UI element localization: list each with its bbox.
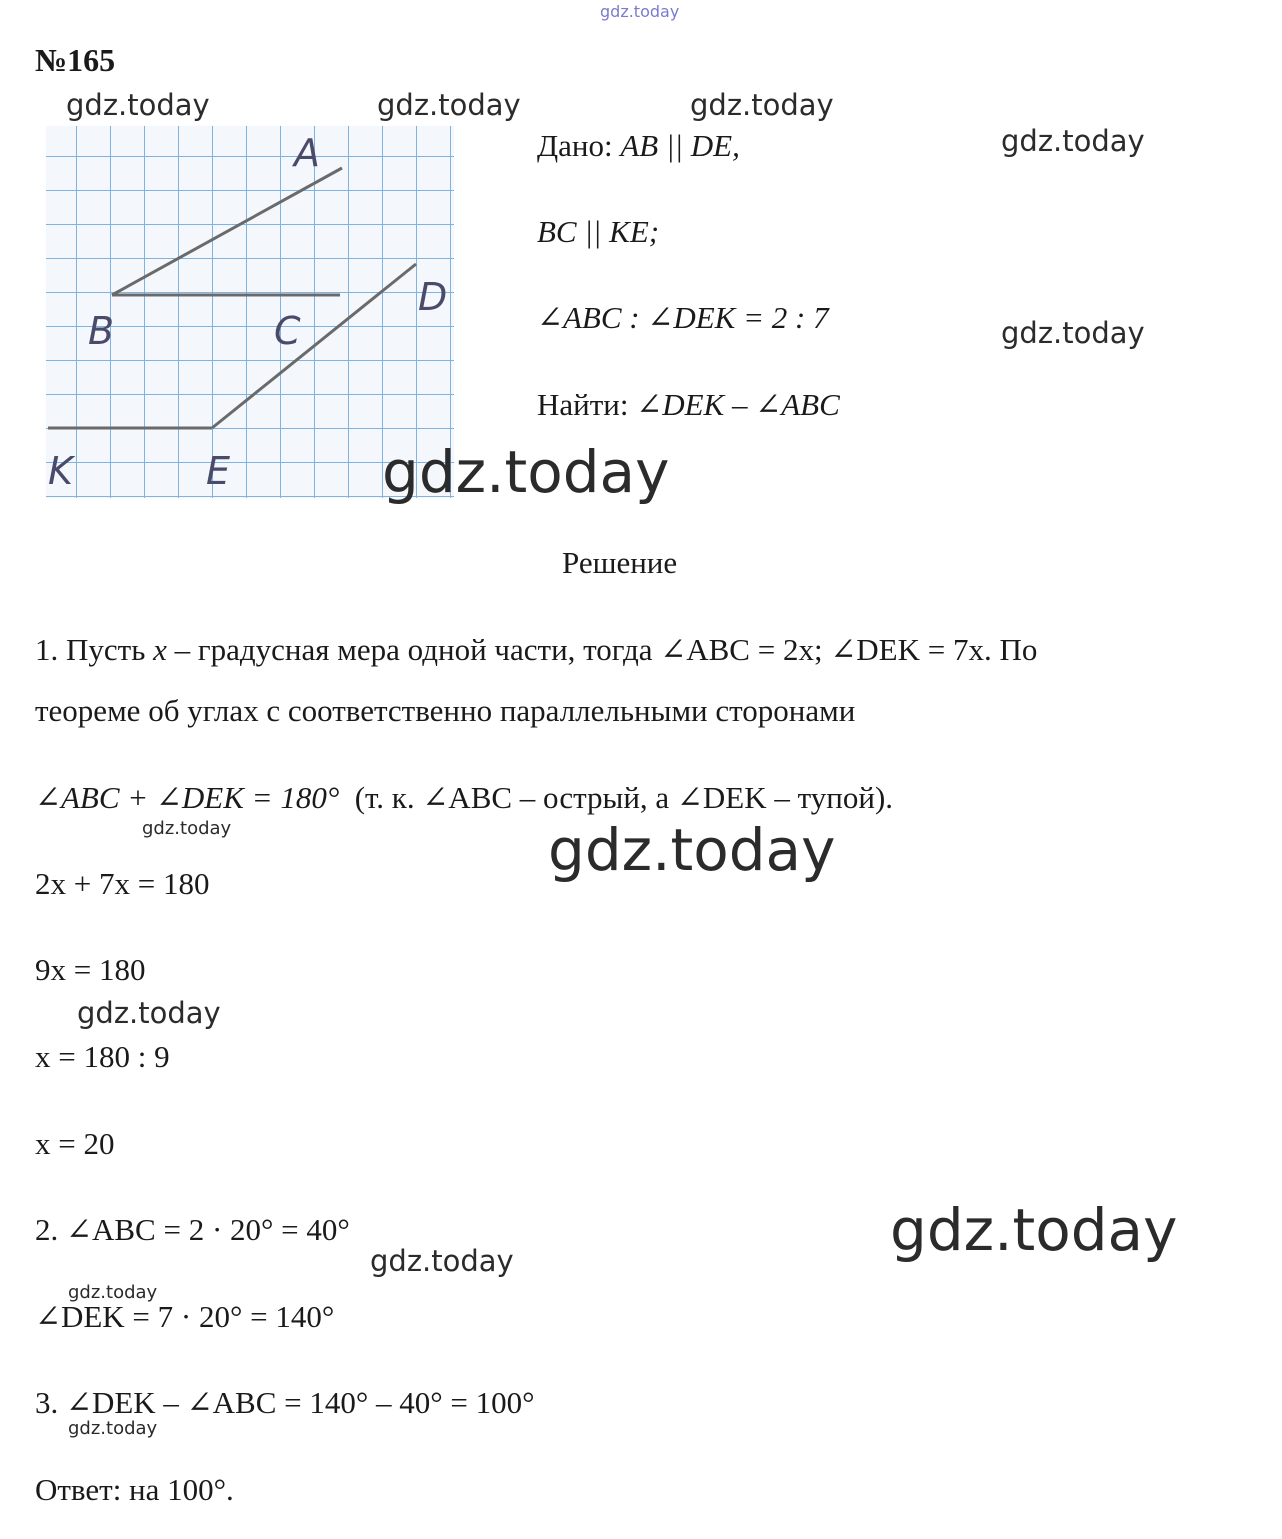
watermark: gdz.today xyxy=(1001,124,1145,158)
given-line-2 xyxy=(537,214,659,250)
label-a: A xyxy=(294,131,320,175)
problem-number: №165 xyxy=(35,42,116,78)
equation-sum-line xyxy=(35,780,893,816)
label-d: D xyxy=(418,275,448,319)
equation-2: 9x = 180 xyxy=(35,952,146,987)
equation-sum-note: (т. к. ∠ABC – острый, а ∠DEK – тупой). xyxy=(354,780,894,815)
step-2-abc: 2. ∠ABC = 2 · 20° = 40° xyxy=(35,1212,350,1247)
equation-sum: ∠ABC + ∠DEK = 180° xyxy=(35,780,340,815)
watermark-large: gdz.today xyxy=(890,1196,1178,1264)
watermark: gdz.today xyxy=(690,88,834,122)
find-line xyxy=(537,387,840,423)
step-3: 3. ∠DEK – ∠ABC = 140° – 40° = 100° xyxy=(35,1385,535,1420)
solution-para1-line2: теореме об углах с соответственно параллельными сторонами xyxy=(35,693,856,728)
given-line-3 xyxy=(537,300,829,336)
watermark-small: gdz.today xyxy=(68,1418,158,1439)
equation-4: x = 20 xyxy=(35,1126,115,1161)
given-ratio: ∠ABC : ∠DEK = 2 : 7 xyxy=(537,300,829,335)
watermark: gdz.today xyxy=(77,996,221,1030)
solution-para1-line1 xyxy=(35,632,1037,668)
given-parallel-ab-de: AB || DE, xyxy=(620,128,740,163)
watermark: gdz.today xyxy=(377,88,521,122)
find-label: Найти: xyxy=(537,387,629,422)
given-parallel-bc-ke: BC || KE; xyxy=(537,214,660,249)
text-fragment: – градусная мера одной части, тогда ∠ABC = 2x; ∠DEK = 7x. По xyxy=(166,632,1038,667)
solution-title: Решение xyxy=(562,545,678,580)
label-k: K xyxy=(48,449,73,493)
watermark-small: gdz.today xyxy=(68,1282,158,1303)
watermark: gdz.today xyxy=(370,1244,514,1278)
equation-1: 2x + 7x = 180 xyxy=(35,866,210,901)
answer: Ответ: на 100°. xyxy=(35,1472,234,1507)
watermark-large: gdz.today xyxy=(382,438,670,506)
label-b: B xyxy=(88,309,115,353)
watermark-small: gdz.today xyxy=(142,818,232,839)
label-e: E xyxy=(206,449,231,493)
watermark-large: gdz.today xyxy=(548,816,836,884)
equation-3: x = 180 : 9 xyxy=(35,1039,170,1074)
find-value: ∠DEK – ∠ABC xyxy=(636,387,840,422)
text-fragment: 1. Пусть xyxy=(35,632,154,667)
given-line-1 xyxy=(537,128,740,164)
given-label: Дано: xyxy=(537,128,613,163)
watermark: gdz.today xyxy=(1001,316,1145,350)
variable-x: x xyxy=(153,632,167,667)
watermark: gdz.today xyxy=(66,88,210,122)
step-2-dek: ∠DEK = 7 · 20° = 140° xyxy=(35,1299,335,1334)
label-c: C xyxy=(274,309,301,353)
watermark-top: gdz.today xyxy=(600,2,680,21)
